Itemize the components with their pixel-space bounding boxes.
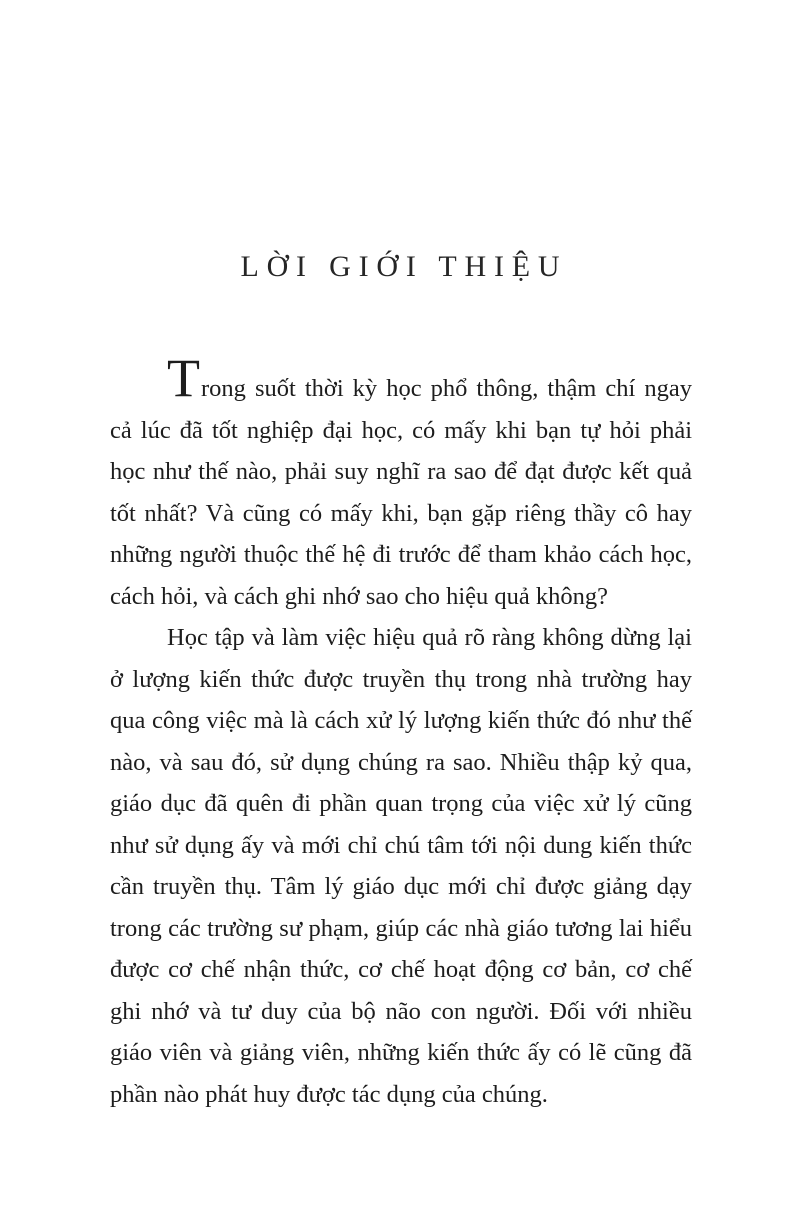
paragraph-1-text: rong suốt thời kỳ học phổ thông, thậm chí ngay cả lúc đã tốt nghiệp đại học, có mấy khi bạn tự hỏi phải học như thế nào, phải suy nghĩ ra sao để đạt được kết quả tốt nhất? Và cũng có mấy khi, bạn gặp riêng thầy cô hay những người thuộc thế hệ đi trước để tham khảo cách học, cách hỏi, và cách ghi nhớ sao cho hiệu quả không? (110, 375, 692, 610)
chapter-title: LỜI GIỚI THIỆU (240, 250, 568, 283)
paragraph-1 (110, 348, 692, 617)
paragraph-2 (110, 617, 692, 1115)
drop-cap-initial: T (167, 348, 201, 408)
body-text (110, 348, 692, 1115)
paragraph-2-text: Học tập và làm việc hiệu quả rõ ràng không dừng lại ở lượng kiến thức được truyền thụ trong nhà trường hay qua công việc mà là cách xử lý lượng kiến thức đó như thế nào, và sau đó, sử dụng chúng ra sao. Nhiều thập kỷ qua, giáo dục đã quên đi phần quan trọng của việc xử lý cũng như sử dụng ấy và mới chỉ chú tâm tới nội dung kiến thức cần truyền thụ. Tâm lý giáo dục mới chỉ được giảng dạy trong các trường sư phạm, giúp các nhà giáo tương lai hiểu được cơ chế nhận thức, cơ chế hoạt động cơ bản, cơ chế ghi nhớ và tư duy của bộ não con người. Đối với nhiều giáo viên và giảng viên, những kiến thức ấy có lẽ cũng đã phần nào phát huy được tác dụng của chúng. (110, 624, 692, 1108)
